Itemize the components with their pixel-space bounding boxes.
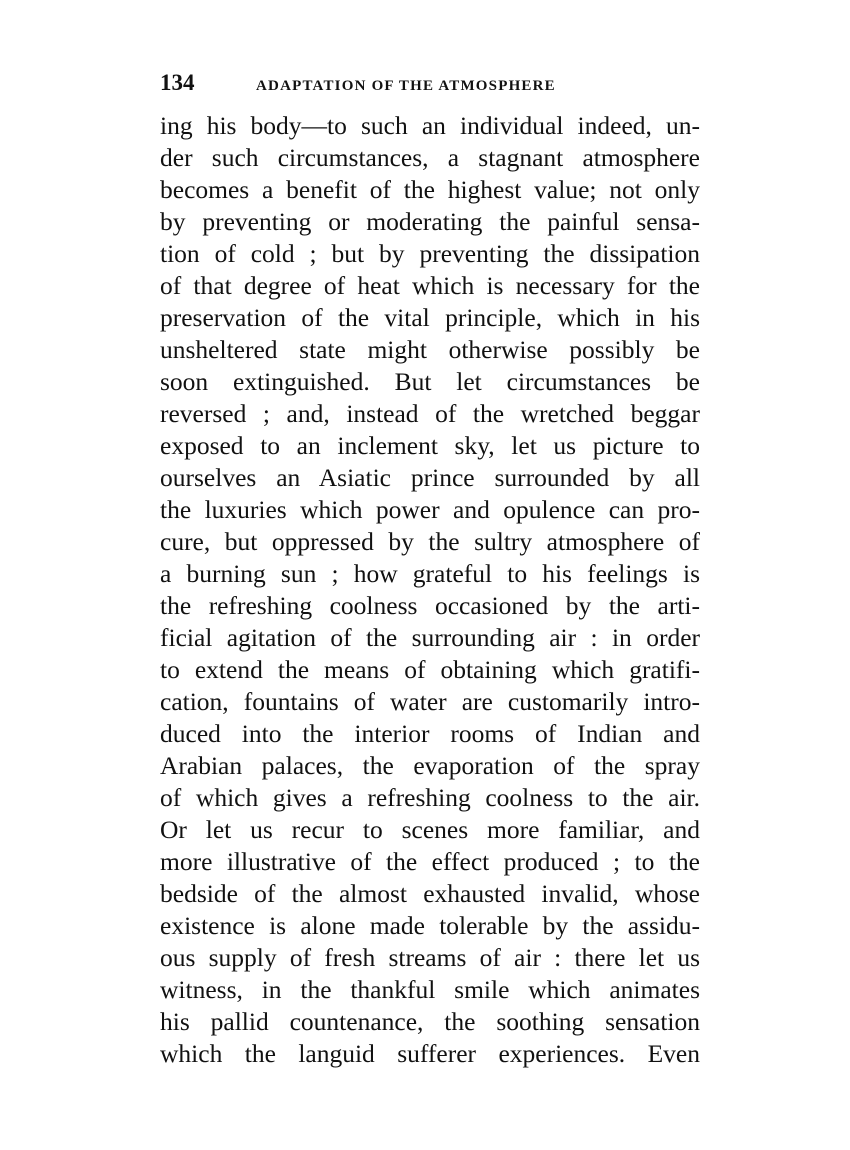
- text-line: tion of cold ; but by preventing the dissipation: [160, 239, 700, 268]
- text-line: ing his body—to such an individual indeed, un-: [160, 111, 700, 140]
- text-line: duced into the interior rooms of Indian and: [160, 719, 700, 748]
- text-line: to extend the means of obtaining which gratifi-: [160, 655, 700, 684]
- running-title: ADAPTATION OF THE ATMOSPHERE: [256, 78, 556, 94]
- text-line: ourselves an Asiatic prince surrounded by all: [160, 463, 700, 492]
- running-head: [160, 70, 700, 104]
- text-line: by preventing or moderating the painful sensa-: [160, 207, 700, 236]
- text-line: which the languid sufferer experiences. Even: [160, 1039, 700, 1068]
- book-page: [160, 70, 700, 1070]
- text-line: ous supply of fresh streams of air : there let us: [160, 943, 700, 972]
- text-line: unsheltered state might otherwise possibly be: [160, 335, 700, 364]
- text-line: of that degree of heat which is necessary for the: [160, 271, 700, 300]
- text-line: the refreshing coolness occasioned by the arti-: [160, 591, 700, 620]
- text-line: cure, but oppressed by the sultry atmosphere of: [160, 527, 700, 556]
- text-line: reversed ; and, instead of the wretched beggar: [160, 399, 700, 428]
- text-line: more illustrative of the effect produced ; to the: [160, 847, 700, 876]
- text-line: der such circumstances, a stagnant atmosphere: [160, 143, 700, 172]
- text-line: of which gives a refreshing coolness to the air.: [160, 783, 700, 812]
- text-line: a burning sun ; how grateful to his feelings is: [160, 559, 700, 588]
- text-line: existence is alone made tolerable by the assidu-: [160, 911, 700, 940]
- text-line: soon extinguished. But let circumstances be: [160, 367, 700, 396]
- text-line: preservation of the vital principle, which in his: [160, 303, 700, 332]
- page-number: 134: [160, 70, 195, 95]
- text-line: ficial agitation of the surrounding air : in order: [160, 623, 700, 652]
- text-line: becomes a benefit of the highest value; not only: [160, 175, 700, 204]
- text-line: cation, fountains of water are customarily intro-: [160, 687, 700, 716]
- text-line: Or let us recur to scenes more familiar, and: [160, 815, 700, 844]
- text-line: bedside of the almost exhausted invalid, whose: [160, 879, 700, 908]
- text-line: his pallid countenance, the soothing sensation: [160, 1007, 700, 1036]
- text-line: the luxuries which power and opulence can pro-: [160, 495, 700, 524]
- text-line: witness, in the thankful smile which animates: [160, 975, 700, 1004]
- body-text: [160, 110, 700, 1070]
- text-line: exposed to an inclement sky, let us picture to: [160, 431, 700, 460]
- text-line: Arabian palaces, the evaporation of the spray: [160, 751, 700, 780]
